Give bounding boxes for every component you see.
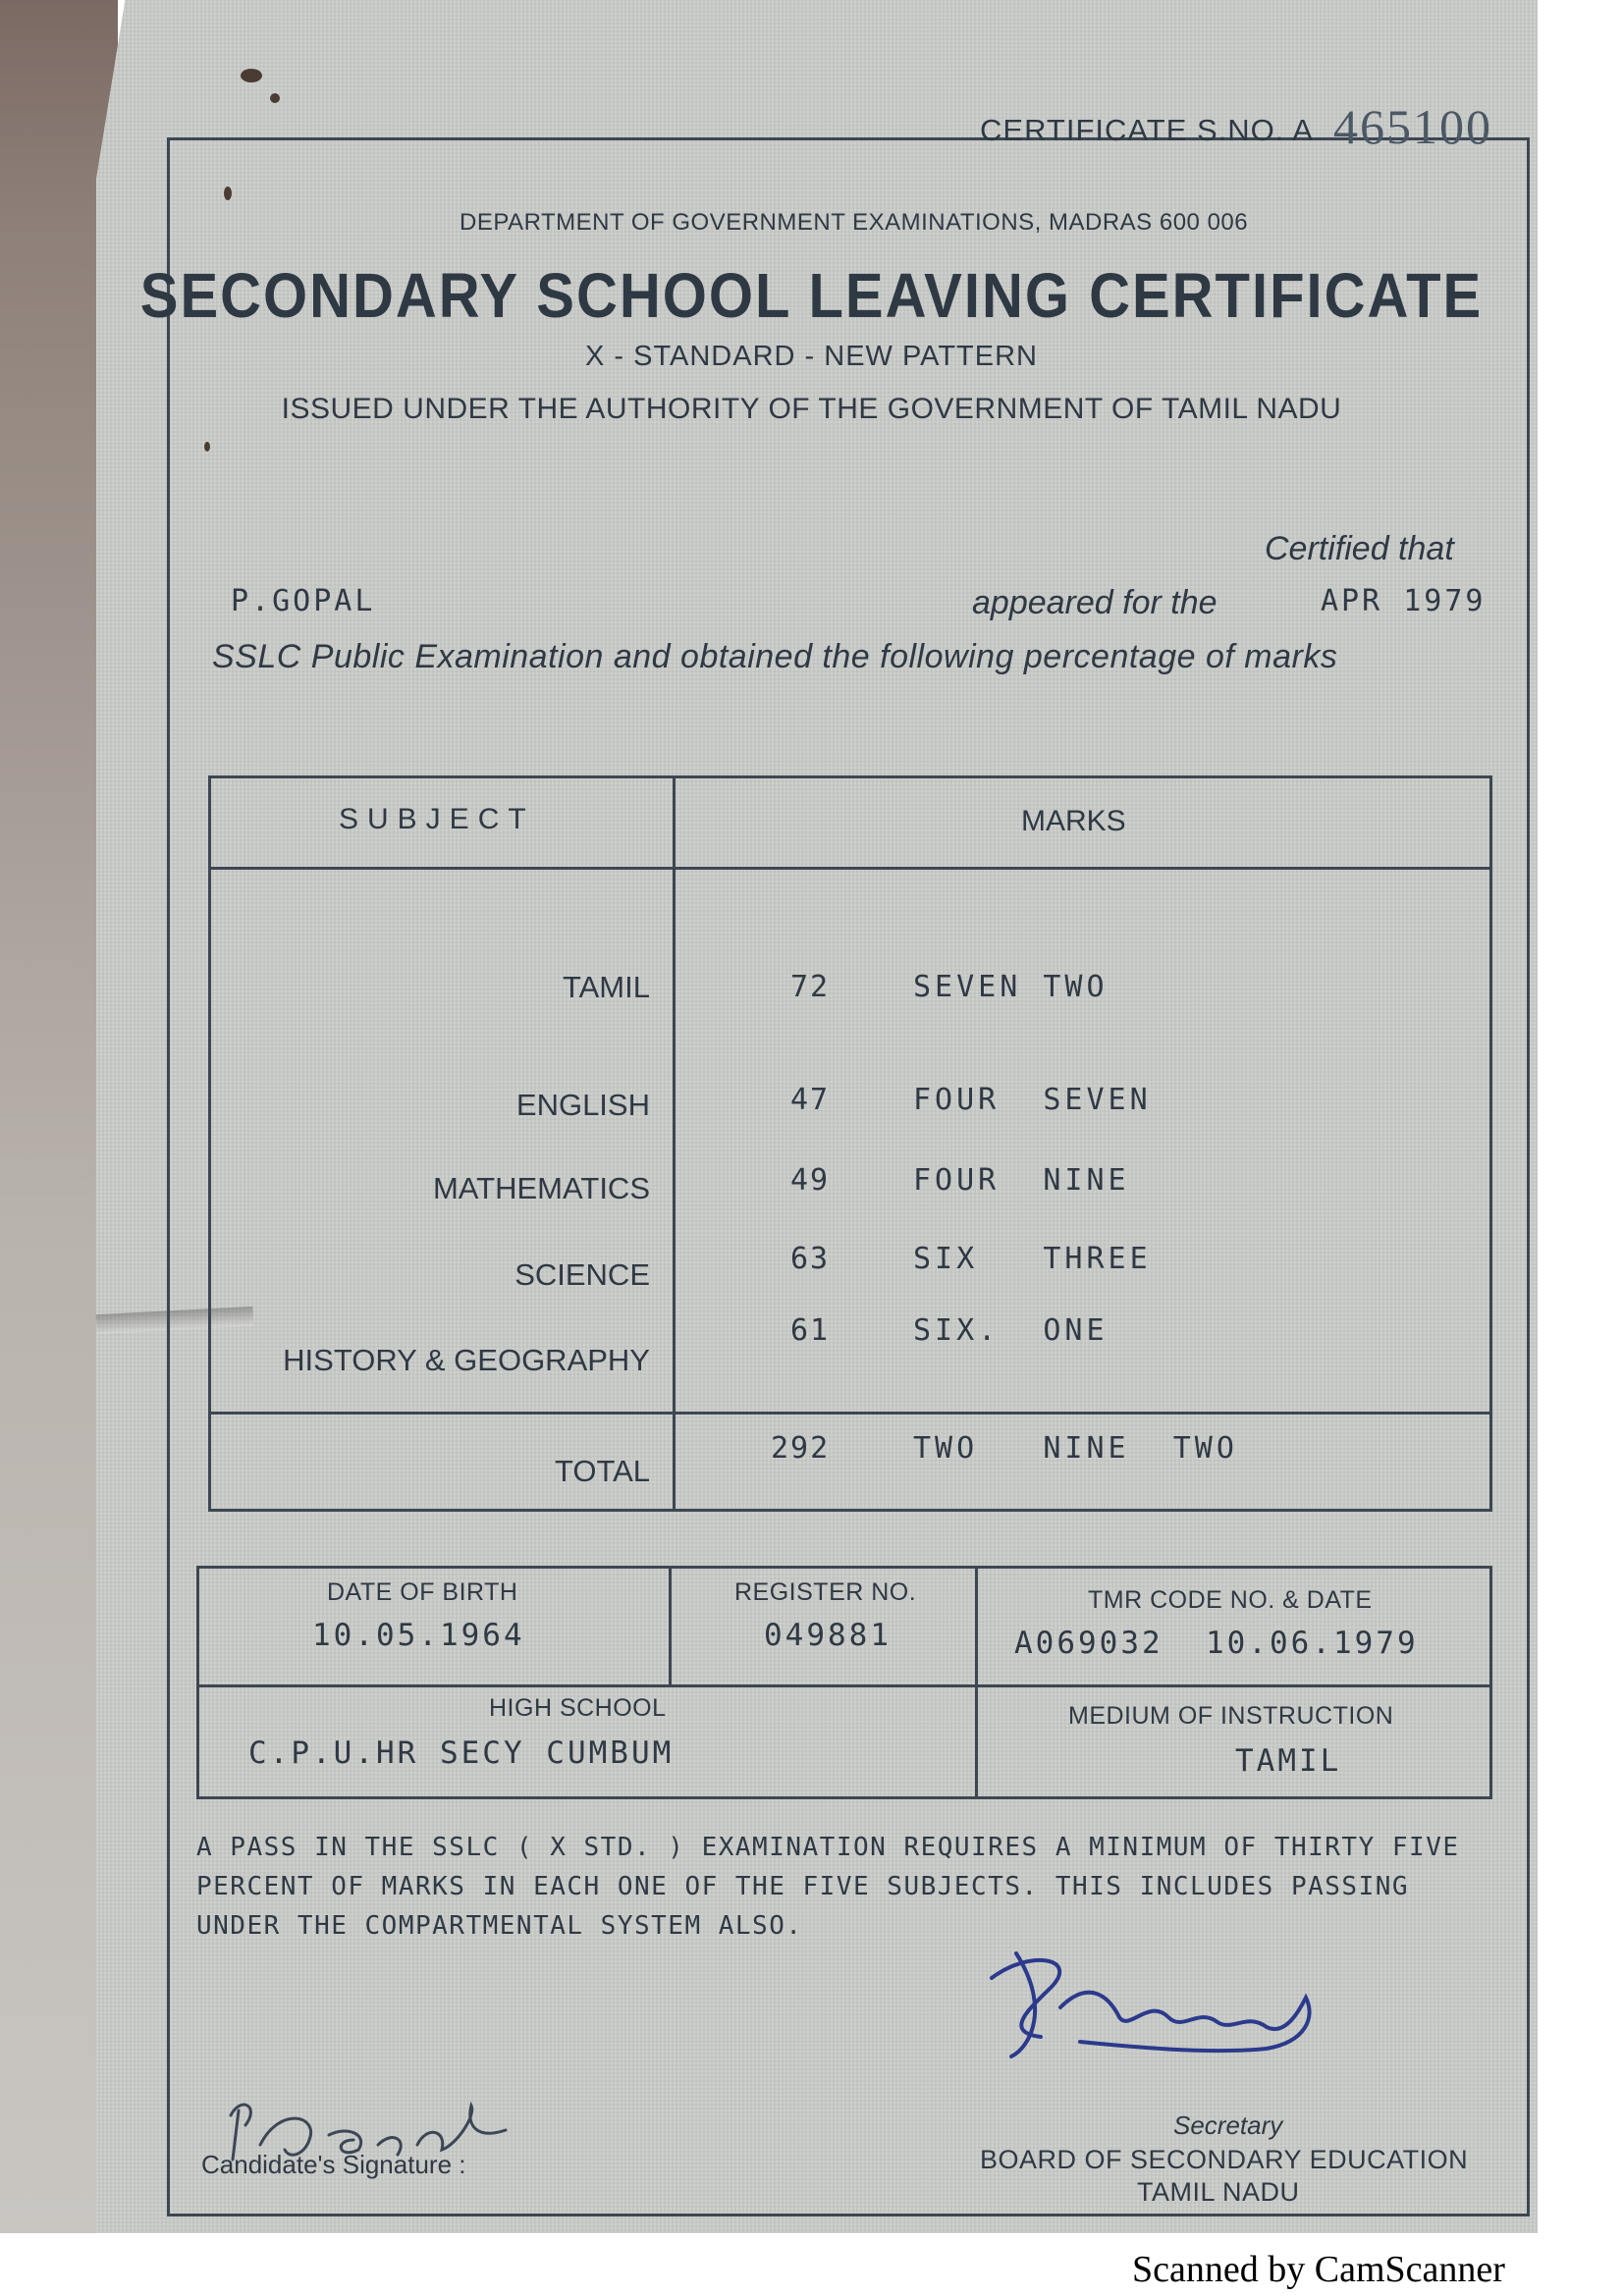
medium-label: MEDIUM OF INSTRUCTION xyxy=(1068,1702,1394,1730)
subject-name: ENGLISH xyxy=(515,1088,650,1122)
serial-label: CERTIFICATE S.NO. A xyxy=(980,113,1314,147)
authority-line: ISSUED UNDER THE AUTHORITY OF THE GOVERNMENT OF TAMIL NADU xyxy=(281,393,1342,425)
subject-name: TAMIL xyxy=(563,970,650,1004)
stain-mark xyxy=(241,69,262,82)
dob-value: 10.05.1964 xyxy=(312,1618,525,1653)
register-value: 049881 xyxy=(764,1618,892,1653)
header-subject: SUBJECT xyxy=(339,803,535,835)
table-divider xyxy=(975,1569,978,1796)
table-divider xyxy=(199,1684,1489,1687)
certified-that: Certified that xyxy=(1265,530,1454,567)
register-label: REGISTER NO. xyxy=(734,1578,917,1606)
note-line: UNDER THE COMPARTMENTAL SYSTEM ALSO. xyxy=(196,1911,803,1941)
subject-mark: 49 xyxy=(790,1163,831,1198)
department-name: DEPARTMENT OF GOVERNMENT EXAMINATIONS, MADRAS 600 006 xyxy=(460,209,1249,236)
total-mark: 292 xyxy=(771,1431,831,1466)
school-label: HIGH SCHOOL xyxy=(489,1694,667,1722)
serial-number: 465100 xyxy=(1333,99,1492,154)
secretary-title: Secretary xyxy=(1173,2110,1283,2140)
header-marks: MARKS xyxy=(1021,805,1126,837)
tmr-label: TMR CODE NO. & DATE xyxy=(1088,1586,1373,1614)
total-mark-words: TWO NINE TWO xyxy=(913,1431,1238,1466)
school-value: C.P.U.HR SECY CUMBUM xyxy=(248,1735,675,1771)
subject-mark: 61 xyxy=(790,1313,831,1348)
dob-label: DATE OF BIRTH xyxy=(327,1578,518,1606)
marks-table xyxy=(208,775,1492,1512)
table-divider xyxy=(673,778,676,1509)
table-divider xyxy=(669,1569,672,1684)
subject-mark: 47 xyxy=(790,1083,831,1117)
medium-value: TAMIL xyxy=(1235,1743,1342,1779)
subject-mark-words: FOUR SEVEN xyxy=(913,1083,1152,1117)
note-line: A PASS IN THE SSLC ( X STD. ) EXAMINATION REQUIRES A MINIMUM OF THIRTY FIVE xyxy=(196,1833,1460,1862)
subject-mark-words: SIX THREE xyxy=(913,1242,1152,1276)
candidate-signature-label: Candidate's Signature : xyxy=(201,2150,466,2179)
table-divider xyxy=(211,867,1489,870)
subject-name: MATHEMATICS xyxy=(432,1171,650,1205)
exam-session: APR 1979 xyxy=(1321,584,1487,618)
subject-mark: 63 xyxy=(790,1242,831,1276)
pass-requirement-note xyxy=(196,1828,1483,1946)
candidate-name: P.GOPAL xyxy=(231,584,376,618)
certificate-subtitle: X - STANDARD - NEW PATTERN xyxy=(585,341,1038,372)
subject-mark-words: FOUR NINE xyxy=(913,1163,1130,1198)
subject-name: SCIENCE xyxy=(514,1257,650,1292)
subject-mark-words: SIX. ONE xyxy=(913,1313,1109,1348)
board-state: TAMIL NADU xyxy=(1137,2177,1300,2207)
total-label: TOTAL xyxy=(554,1454,650,1488)
secretary-signature xyxy=(972,1939,1335,2066)
board-name: BOARD OF SECONDARY EDUCATION xyxy=(980,2145,1469,2174)
scanner-watermark: Scanned by CamScanner xyxy=(1132,2249,1505,2290)
details-table xyxy=(196,1566,1492,1799)
stain-mark xyxy=(270,93,280,103)
tmr-value: A069032 10.06.1979 xyxy=(1014,1626,1419,1661)
note-line: PERCENT OF MARKS IN EACH ONE OF THE FIVE SUBJECTS. THIS INCLUDES PASSING xyxy=(196,1872,1410,1901)
appeared-text: appeared for the xyxy=(972,584,1217,621)
subject-name: HISTORY & GEOGRAPHY xyxy=(283,1343,650,1377)
subject-mark-words: SEVEN TWO xyxy=(913,970,1109,1004)
certificate-title: SECONDARY SCHOOL LEAVING CERTIFICATE xyxy=(139,260,1484,332)
subject-mark: 72 xyxy=(790,970,831,1004)
statement-text: SSLC Public Examination and obtained the following percentage of marks xyxy=(212,638,1338,675)
table-divider xyxy=(211,1412,1489,1415)
